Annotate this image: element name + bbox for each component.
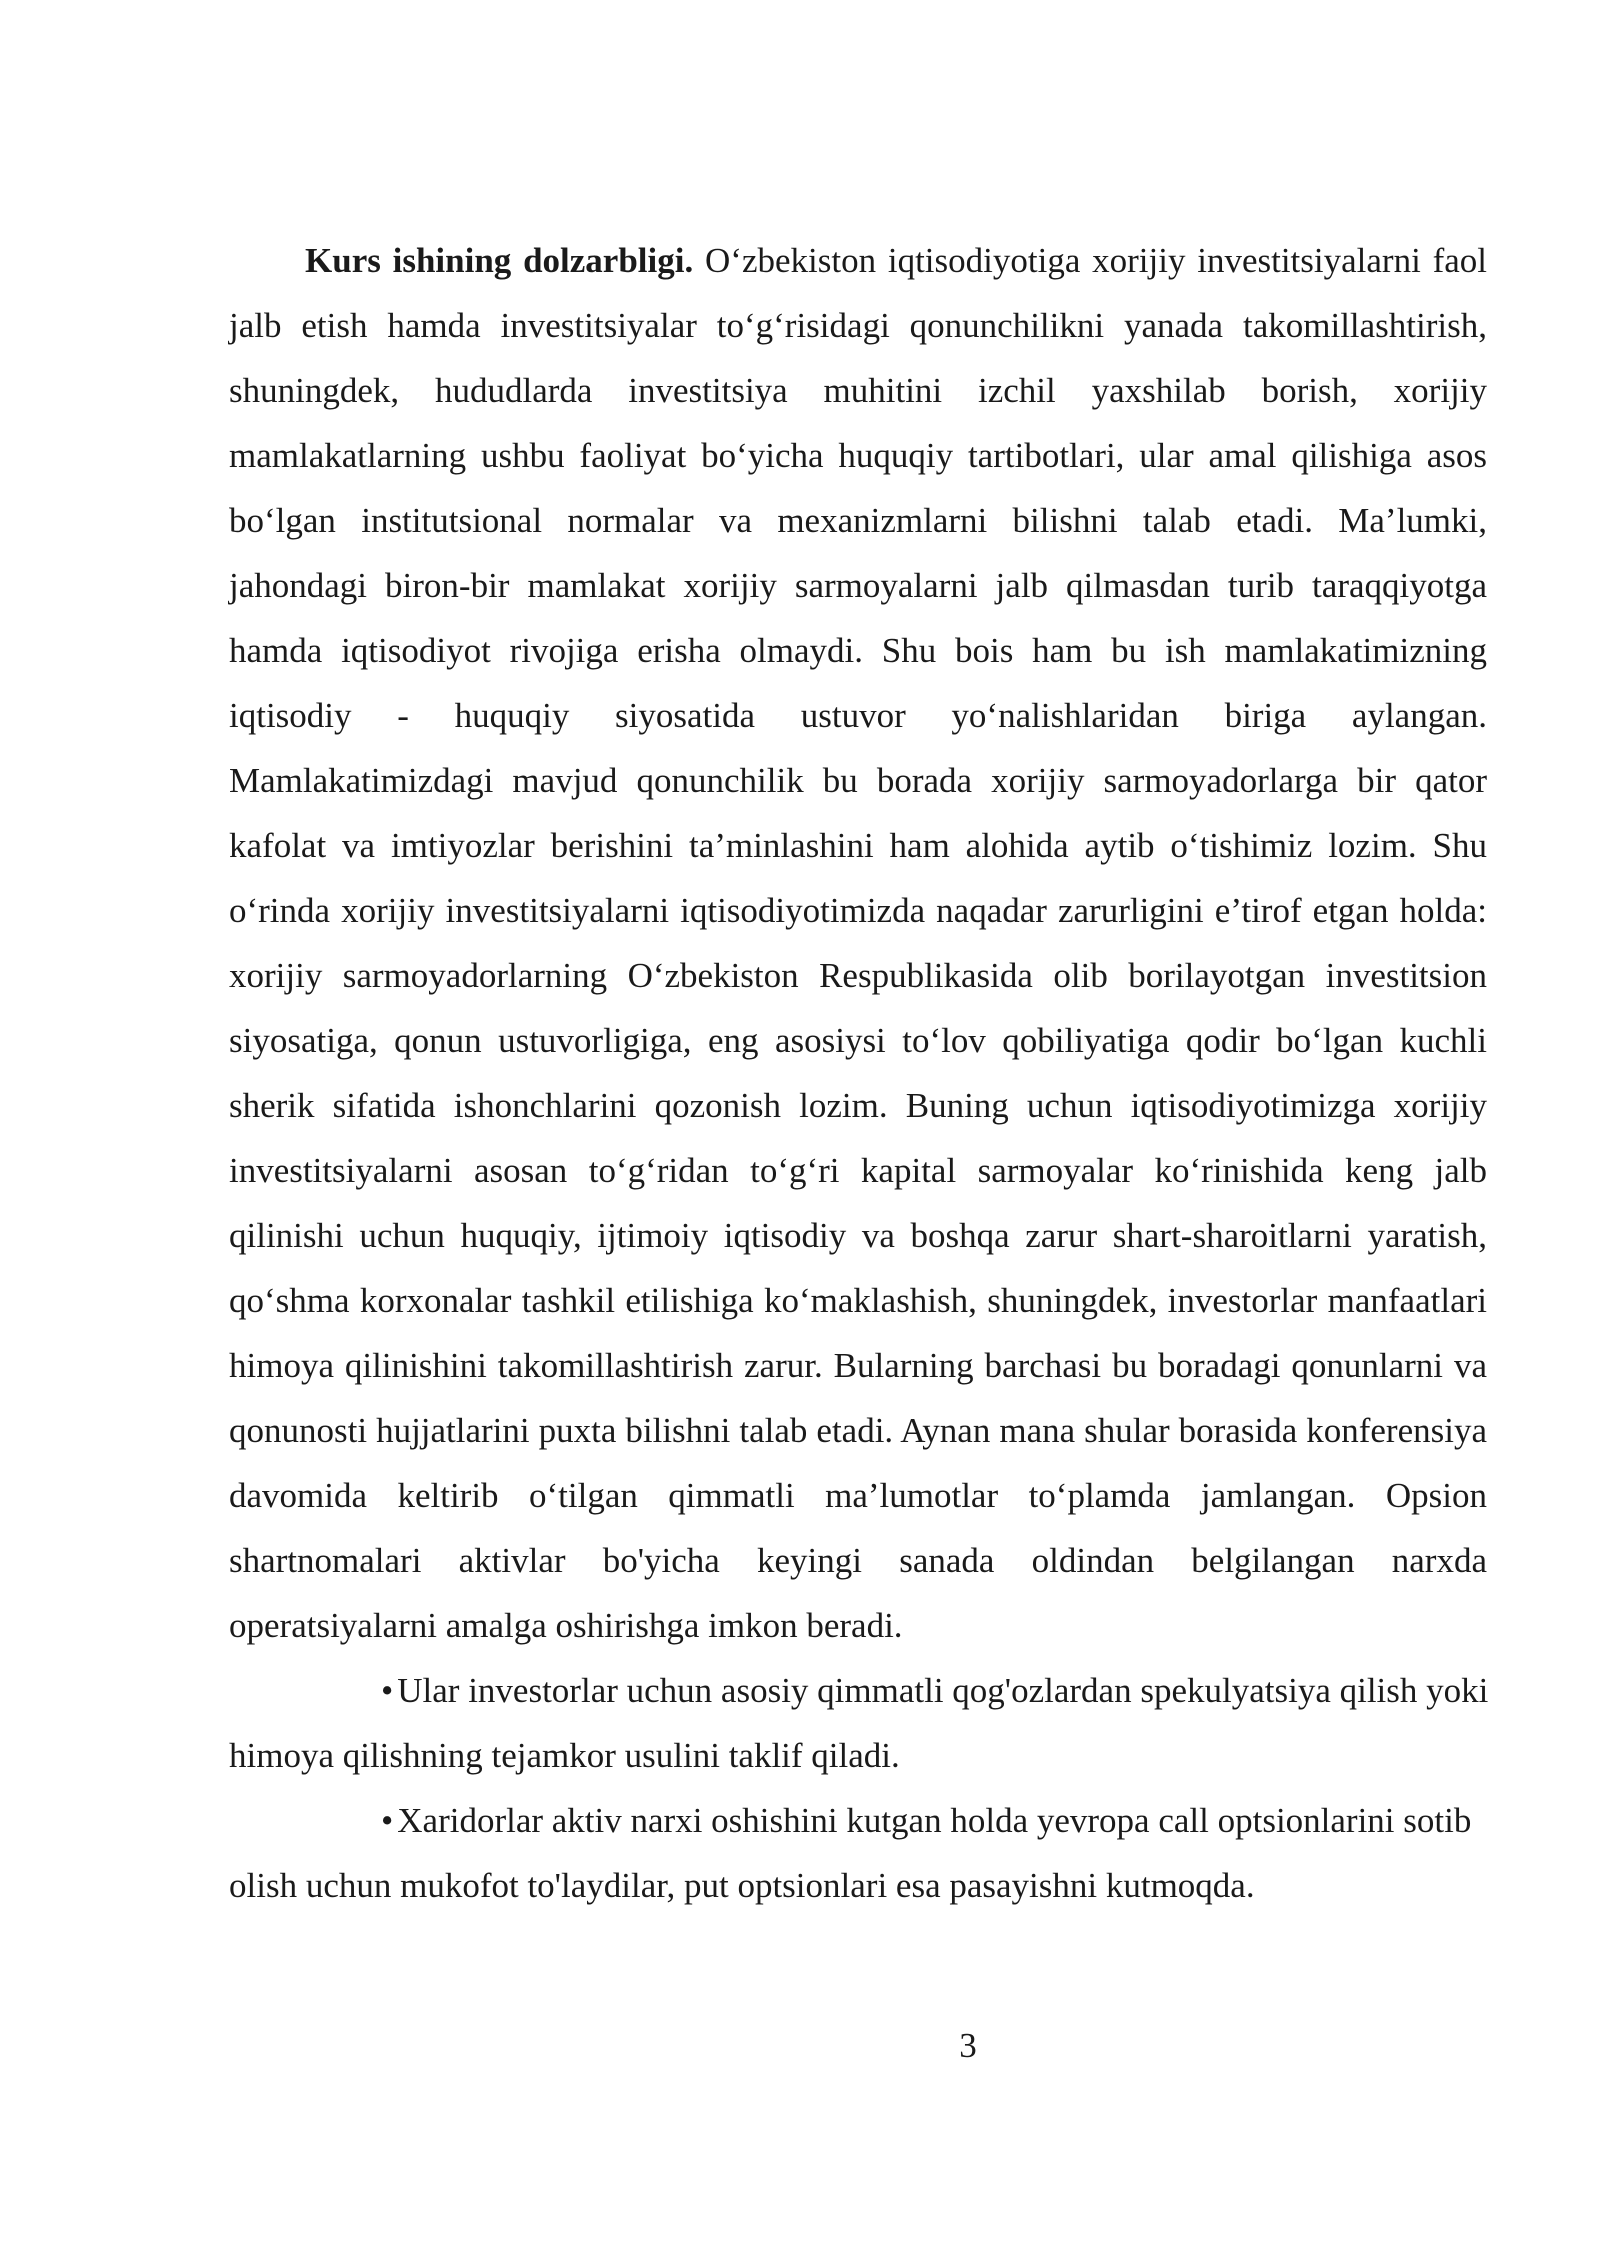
bullet-item-1-line-1: Ular investorlar uchun asosiy qimmatli qog'ozlardan spekulyatsiya qilish yoki [397,1671,1489,1710]
section-heading: Kurs ishining dolzarbligi. [305,241,694,280]
bullet-item-2 [229,1788,1487,1918]
body-text [229,228,1487,1918]
bullet-item-2-line-1: Xaridorlar aktiv narxi oshishini kutgan holda yevropa call optsionlarini sotib [397,1801,1472,1840]
intro-paragraph-text: O‘zbekiston iqtisodiyotiga xorijiy investitsiyalarni faol jalb etish hamda investitsiyalar to‘g‘risidagi qonunchilikni yanada takomillashtirish, shuningdek, hududlarda investitsiya muhitini izchil yaxshilab borish, xorijiy mamlakatlarning ushbu faoliyat bo‘yicha huquqiy tartibotlari, ular amal qilishiga asos bo‘lgan institutsional normalar va mexanizmlarni bilishni talab etadi. Ma’lumki, jahondagi biron-bir mamlakat xorijiy sarmoyalarni jalb qilmasdan turib taraqqiyotga hamda iqtisodiyot rivojiga erisha olmaydi. Shu bois ham bu ish mamlakatimizning iqtisodiy - huquqiy siyosatida ustuvor yo‘nalishlaridan biriga aylangan. Mamlakatimizdagi mavjud qonunchilik bu borada xorijiy sarmoyadorlarga bir qator kafolat va imtiyozlar berishini ta’minlashini ham alohida aytib o‘tishimiz lozim. Shu o‘rinda xorijiy investitsiyalarni iqtisodiyotimizda naqadar zarurligini e’tirof etgan holda: xorijiy sarmoyadorlarning O‘zbekiston Respublikasida olib borilayotgan investitsion siyosatiga, qonun ustuvorligiga, eng asosiysi to‘lov qobiliyatiga qodir bo‘lgan kuchli sherik sifatida ishonchlarini qozonish lozim. Buning uchun iqtisodiyotimizga xorijiy investitsiyalarni asosan to‘g‘ridan to‘g‘ri kapital sarmoyalar ko‘rinishida keng jalb qilinishi uchun huquqiy, ijtimoiy iqtisodiy va boshqa zarur shart-sharoitlarni yaratish, qo‘shma korxonalar tashkil etilishiga ko‘maklashish, shuningdek, investorlar manfaatlari himoya qilinishini takomillashtirish zarur. Bularning barchasi bu boradagi qonunlarni va qonunosti hujjatlarini puxta bilishni talab etadi. Aynan mana shular borasida konferensiya davomida keltirib o‘tilgan qimmatli ma’lumotlar to‘plamda jamlangan. Opsion shartnomalari aktivlar bo'yicha keyingi sanada oldindan belgilangan narxda operatsiyalarni amalga oshirishga imkon beradi. [229,241,1487,1645]
bullet-item-2-line-2: olish uchun mukofot to'laydilar, put optsionlari esa pasayishni kutmoqda. [229,1866,1255,1905]
bullet-item-1 [229,1658,1487,1788]
page-number: 3 [959,2026,977,2065]
intro-paragraph [229,228,1487,1658]
bullet-item-1-line-2: himoya qilishning tejamkor usulini taklif qiladi. [229,1736,900,1775]
bullet-icon: • [381,1671,394,1710]
bullet-icon: • [381,1801,394,1840]
